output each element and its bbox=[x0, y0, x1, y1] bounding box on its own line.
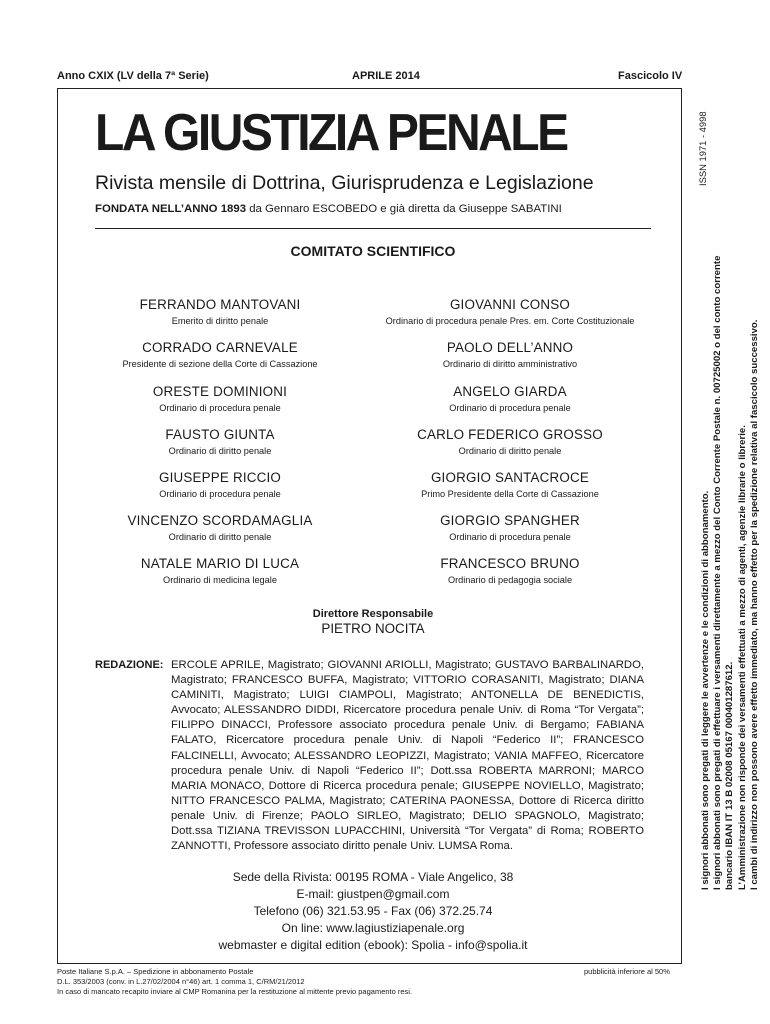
committee-member bbox=[80, 384, 360, 414]
member-role: Ordinario di medicina legale bbox=[163, 575, 277, 585]
direttore-block bbox=[95, 608, 651, 636]
issue-date: APRILE 2014 bbox=[352, 70, 420, 82]
committee-member bbox=[80, 427, 360, 457]
member-role: Emerito di diritto penale bbox=[171, 316, 269, 326]
sede-address: Sede della Rivista: 00195 ROMA - Viale Angelico, 38 bbox=[232, 870, 514, 884]
member-role: Ordinario di diritto penale bbox=[168, 446, 272, 456]
issn-label: ISSN 1971 - 4998 bbox=[697, 111, 708, 186]
founded-founders: da Gennaro ESCOBEDO e già diretta da Giuseppe SABATINI bbox=[246, 203, 562, 215]
committee-member bbox=[80, 470, 360, 500]
annata-label: Anno CXIX (LV della 7ª Serie) bbox=[57, 70, 209, 82]
redazione-label: REDAZIONE: bbox=[95, 659, 164, 671]
postal-footer bbox=[57, 967, 537, 997]
committee-member bbox=[370, 470, 650, 500]
subscription-notice bbox=[700, 256, 761, 890]
founded-year: FONDATA NELL’ANNO 1893 bbox=[95, 203, 247, 215]
member-name: ORESTE DOMINIONI bbox=[152, 384, 288, 399]
notice-line: L’Amministrazione non risponde dei versamenti effettuati a mezzo di agenti, agenzie librarie o librerie. bbox=[736, 425, 748, 890]
notice-line: I signori abbonati sono pregati di leggere le avvertenze e le condizioni di abbonamento. bbox=[700, 490, 711, 890]
member-role: Ordinario di diritto amministrativo bbox=[442, 359, 578, 369]
committee-member bbox=[370, 427, 650, 457]
member-name: GIOVANNI CONSO bbox=[449, 297, 571, 312]
sede-email: E-mail: giustpen@gmail.com bbox=[296, 887, 450, 901]
member-name: NATALE MARIO DI LUCA bbox=[140, 556, 300, 571]
fascicolo-label: Fascicolo IV bbox=[618, 70, 683, 82]
member-role: Ordinario di diritto penale bbox=[458, 446, 562, 456]
masthead-divider bbox=[95, 228, 651, 229]
member-role: Ordinario di procedura penale bbox=[449, 403, 571, 413]
direttore-label: Direttore Responsabile bbox=[312, 608, 434, 620]
committee-member bbox=[80, 340, 360, 370]
committee-member bbox=[80, 297, 360, 327]
footer-line: Poste Italiane S.p.A. – Spedizione in abbonamento Postale bbox=[57, 967, 254, 976]
notice-line: bancario IBAN IT 13 B 02008 05167 000401287612. bbox=[724, 661, 736, 890]
member-name: FRANCESCO BRUNO bbox=[440, 556, 580, 571]
member-role: Presidente di sezione della Corte di Cassazione bbox=[122, 359, 318, 369]
notice-line: I signori abbonati sono pregati di effettuare i versamenti direttamente a mezzo del Conto Corrente Postale n. 00725002 o del conto corrente bbox=[712, 255, 724, 890]
member-role: Ordinario di pedagogia sociale bbox=[447, 575, 573, 585]
sede-phone: Telefono (06) 321.53.95 - Fax (06) 372.25.74 bbox=[253, 904, 493, 918]
committee-member bbox=[370, 384, 650, 414]
committee-member bbox=[80, 513, 360, 543]
member-role: Ordinario di diritto penale bbox=[168, 532, 272, 542]
sede-block bbox=[95, 869, 651, 954]
member-name: ANGELO GIARDA bbox=[453, 384, 567, 399]
member-name: GIUSEPPE RICCIO bbox=[158, 470, 282, 485]
direttore-name: PIETRO NOCITA bbox=[321, 621, 425, 636]
member-role: Primo Presidente della Corte di Cassazione bbox=[421, 489, 599, 499]
committee-member bbox=[370, 297, 650, 327]
member-role: Ordinario di procedura penale Pres. em. Corte Costituzionale bbox=[385, 316, 635, 326]
journal-title: LA GIUSTIZIA PENALE bbox=[95, 104, 567, 162]
member-name: GIORGIO SANTACROCE bbox=[430, 470, 590, 485]
member-name: FERRANDO MANTOVANI bbox=[139, 297, 301, 312]
sede-website: On line: www.lagiustiziapenale.org bbox=[281, 921, 465, 935]
member-name: GIORGIO SPANGHER bbox=[440, 513, 580, 528]
notice-line: I cambi di indirizzo non possono avere effetto immediato, ma hanno effetto per la spedizione relativa al fascicolo successivo. bbox=[748, 319, 760, 890]
member-role: Ordinario di procedura penale bbox=[449, 532, 571, 542]
pubblicita-note: pubblicità inferiore al 50% bbox=[584, 967, 670, 976]
committee-member bbox=[370, 340, 650, 370]
member-name: VINCENZO SCORDAMAGLIA bbox=[127, 513, 313, 528]
member-name: FAUSTO GIUNTA bbox=[165, 427, 275, 442]
journal-subtitle: Rivista mensile di Dottrina, Giurisprudenza e Legislazione bbox=[95, 172, 594, 194]
member-name: CORRADO CARNEVALE bbox=[142, 340, 298, 355]
comitato-heading: COMITATO SCIENTIFICO bbox=[290, 243, 456, 259]
redazione-text: ERCOLE APRILE, Magistrato; GIOVANNI ARIOLLI, Magistrato; GUSTAVO BARBALINARDO, Magistrato; FRANCESCO BUFFA, Magistrato; VITTORIO CORASANITI, Magistrato; DIANA CAMINITI, Magistrato; LUIGI CIAMPOLI, Magistrato; ANTONELLA DE BENEDICTIS, Avvocato; ALESSANDRO DIDDI, Ricercatore procedura penale Univ. di Roma “Tor Vergata”; FILIPPO DINACCI, Professore associato procedura penale Univ. di Bergamo; FABIANA FALATO, Ricercatore procedura penale Univ. di Napoli “Federico II”; FRANCESCO FALCINELLI, Avvocato; ALESSANDRO LEOPIZZI, Magistrato; VANIA MAFFEO, Ricercatore procedura penale Univ. di Napoli “Federico II”; Dott.ssa ROBERTA MARRONI; MARCO MARIA MONACO, Dottore di Ricerca procedura penale; GIUSEPPE NOVIELLO, Magistrato; NITTO FRANCESCO PALMA, Magistrato; CATERINA PAONESSA, Dottore di Ricerca diritto penale Univ. di Firenze; PAOLO SIRLEO, Magistrato; DELIO SPAGNOLO, Magistrato; Dott.ssa TIZIANA TREVISSON LUPACCHINI, Università “Tor Vergata” di Roma; ROBERTO ZANNOTTI, Professore associato diritto penale Univ. LUMSA Roma. bbox=[171, 659, 644, 853]
member-role: Ordinario di procedura penale bbox=[159, 489, 281, 499]
member-role: Ordinario di procedura penale bbox=[159, 403, 281, 413]
committee-member bbox=[370, 513, 650, 543]
committee-member bbox=[370, 556, 650, 586]
member-name: CARLO FEDERICO GROSSO bbox=[417, 427, 603, 442]
founded-line bbox=[95, 203, 562, 215]
sede-webmaster: webmaster e digital edition (ebook): Spolia - info@spolia.it bbox=[218, 938, 528, 952]
member-name: PAOLO DELL’ANNO bbox=[446, 340, 574, 355]
committee-member bbox=[80, 556, 360, 586]
footer-line: D.L. 353/2003 (conv. in L.27/02/2004 n°46) art. 1 comma 1, C/RM/21/2012 bbox=[57, 977, 305, 986]
footer-line: In caso di mancato recapito inviare al CMP Romanina per la restituzione al mittente previo pagamento resi. bbox=[57, 987, 413, 996]
